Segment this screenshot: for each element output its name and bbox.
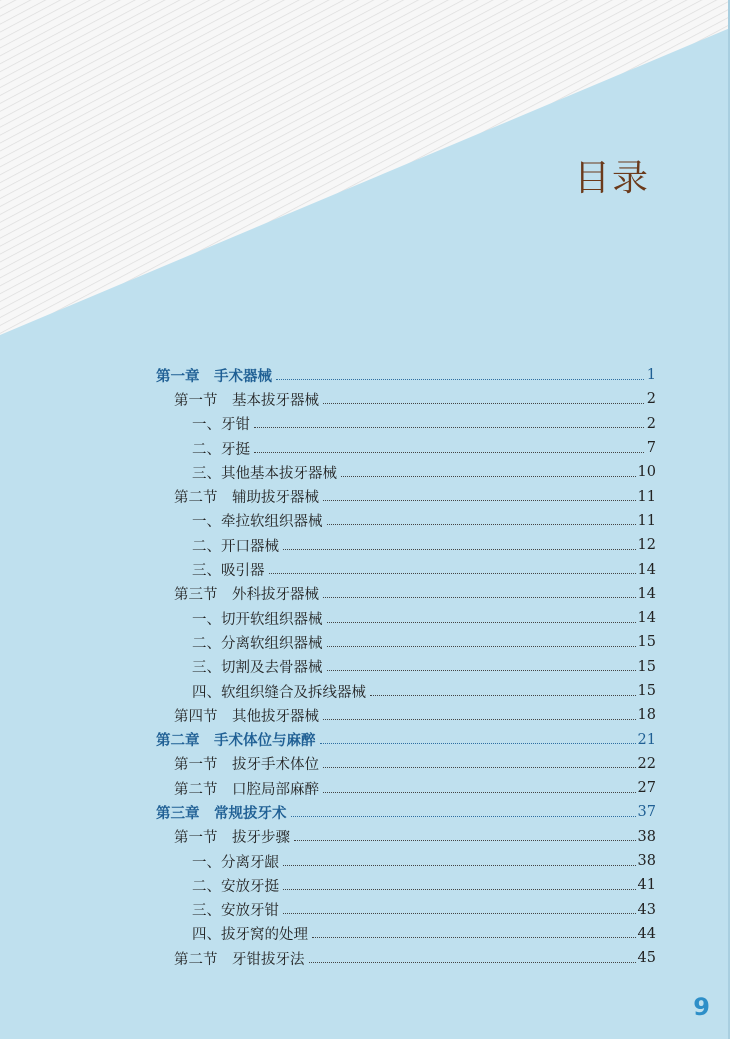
toc-page-number: 14 [637, 561, 656, 578]
dot-leader [254, 452, 644, 453]
toc-page-number: 2 [646, 391, 656, 408]
dot-leader [294, 840, 636, 841]
toc-section-row [156, 387, 656, 411]
toc-page-number: 12 [637, 537, 656, 554]
dot-leader [312, 937, 636, 938]
toc-page-number: 11 [637, 488, 656, 505]
dot-leader [323, 767, 636, 768]
dot-leader [291, 816, 636, 817]
toc-item-row [156, 655, 656, 679]
toc-entry-title: 第二节 辅助拔牙器械 [174, 490, 319, 507]
toc-entry-title: 一、牙钳 [192, 417, 250, 434]
dot-leader [254, 427, 644, 428]
toc-entry-title: 第三节 外科拔牙器械 [174, 587, 319, 604]
toc-page-number: 44 [637, 925, 656, 942]
dot-leader [323, 500, 636, 501]
dot-leader [323, 792, 636, 793]
toc-entry-title: 二、安放牙挺 [192, 878, 279, 895]
toc-entry-title: 一、分离牙龈 [192, 854, 279, 871]
table-of-contents [156, 363, 656, 970]
dot-leader [283, 865, 636, 866]
toc-chapter-row [156, 363, 656, 387]
toc-chapter-row [156, 800, 656, 824]
toc-entry-title: 二、牙挺 [192, 441, 250, 458]
page-number: 9 [693, 993, 710, 1021]
toc-entry-title: 四、软组织缝合及拆线器械 [192, 684, 366, 701]
toc-section-row [156, 752, 656, 776]
toc-entry-title: 第二节 牙钳拔牙法 [174, 951, 305, 968]
toc-page-number: 15 [637, 658, 656, 675]
toc-item-row [156, 922, 656, 946]
toc-entry-title: 二、分离软组织器械 [192, 635, 323, 652]
toc-page-number: 14 [637, 585, 656, 602]
toc-section-row [156, 825, 656, 849]
toc-page-number: 2 [646, 415, 656, 432]
dot-leader [283, 889, 636, 890]
toc-page-number: 27 [637, 780, 656, 797]
toc-entry-title: 第四节 其他拔牙器械 [174, 708, 319, 725]
toc-item-row [156, 849, 656, 873]
dot-leader [283, 913, 636, 914]
toc-entry-title: 三、切割及去骨器械 [192, 660, 323, 677]
toc-page-number: 22 [637, 755, 656, 772]
toc-page-number: 15 [637, 683, 656, 699]
dot-leader [309, 962, 636, 963]
dot-leader [327, 524, 636, 525]
toc-entry-title: 第一节 基本拔牙器械 [174, 392, 319, 409]
dot-leader [269, 573, 636, 574]
toc-item-row [156, 606, 656, 630]
toc-page-number: 45 [637, 950, 656, 967]
dot-leader [323, 403, 644, 404]
toc-entry-title: 四、拔牙窝的处理 [192, 927, 308, 944]
toc-entry-title: 第二节 口腔局部麻醉 [174, 781, 319, 798]
dot-leader [323, 597, 636, 598]
toc-section-row [156, 946, 656, 970]
toc-page-number: 21 [637, 731, 656, 748]
toc-item-row [156, 460, 656, 484]
toc-entry-title: 三、吸引器 [192, 563, 265, 580]
toc-page-number: 43 [637, 901, 656, 918]
toc-entry-title: 第二章 手术体位与麻醉 [156, 733, 316, 750]
toc-item-row [156, 630, 656, 654]
toc-entry-title: 第一节 拔牙步骤 [174, 830, 290, 847]
toc-item-row [156, 533, 656, 557]
toc-item-row [156, 412, 656, 436]
toc-page-number: 14 [637, 610, 656, 627]
toc-section-row [156, 484, 656, 508]
toc-entry-title: 二、开口器械 [192, 538, 279, 555]
toc-entry-title: 三、安放牙钳 [192, 903, 279, 920]
toc-page-number: 10 [637, 464, 656, 481]
toc-page-number: 41 [637, 877, 656, 894]
toc-page-number: 11 [637, 512, 656, 529]
dot-leader [320, 743, 636, 744]
dot-leader [327, 670, 636, 671]
toc-item-row [156, 679, 656, 703]
dot-leader [341, 476, 636, 477]
dot-leader [283, 549, 636, 550]
toc-entry-title: 第三章 常规拔牙术 [156, 805, 287, 822]
dot-leader [323, 719, 636, 720]
page-title: 目录 [573, 158, 650, 199]
dot-leader [370, 695, 636, 696]
toc-entry-title: 三、其他基本拔牙器械 [192, 465, 337, 482]
toc-entry-title: 第一章 手术器械 [156, 368, 272, 385]
dot-leader [276, 379, 644, 380]
toc-section-row [156, 776, 656, 800]
toc-page-number: 7 [646, 440, 656, 457]
toc-section-row [156, 582, 656, 606]
toc-entry-title: 一、牵拉软组织器械 [192, 514, 323, 531]
toc-item-row [156, 509, 656, 533]
toc-chapter-row [156, 727, 656, 751]
toc-page-number: 15 [637, 634, 656, 651]
toc-item-row [156, 557, 656, 581]
toc-page-number: 38 [637, 828, 656, 845]
toc-entry-title: 一、切开软组织器械 [192, 611, 323, 628]
toc-page-number: 38 [637, 853, 656, 870]
toc-page-number: 18 [637, 707, 656, 724]
dot-leader [327, 646, 636, 647]
dot-leader [327, 622, 636, 623]
toc-item-row [156, 436, 656, 460]
toc-section-row [156, 703, 656, 727]
toc-item-row [156, 898, 656, 922]
toc-page-number: 1 [646, 367, 656, 384]
toc-item-row [156, 873, 656, 897]
toc-entry-title: 第一节 拔牙手术体位 [174, 757, 319, 774]
toc-page-number: 37 [637, 804, 656, 821]
